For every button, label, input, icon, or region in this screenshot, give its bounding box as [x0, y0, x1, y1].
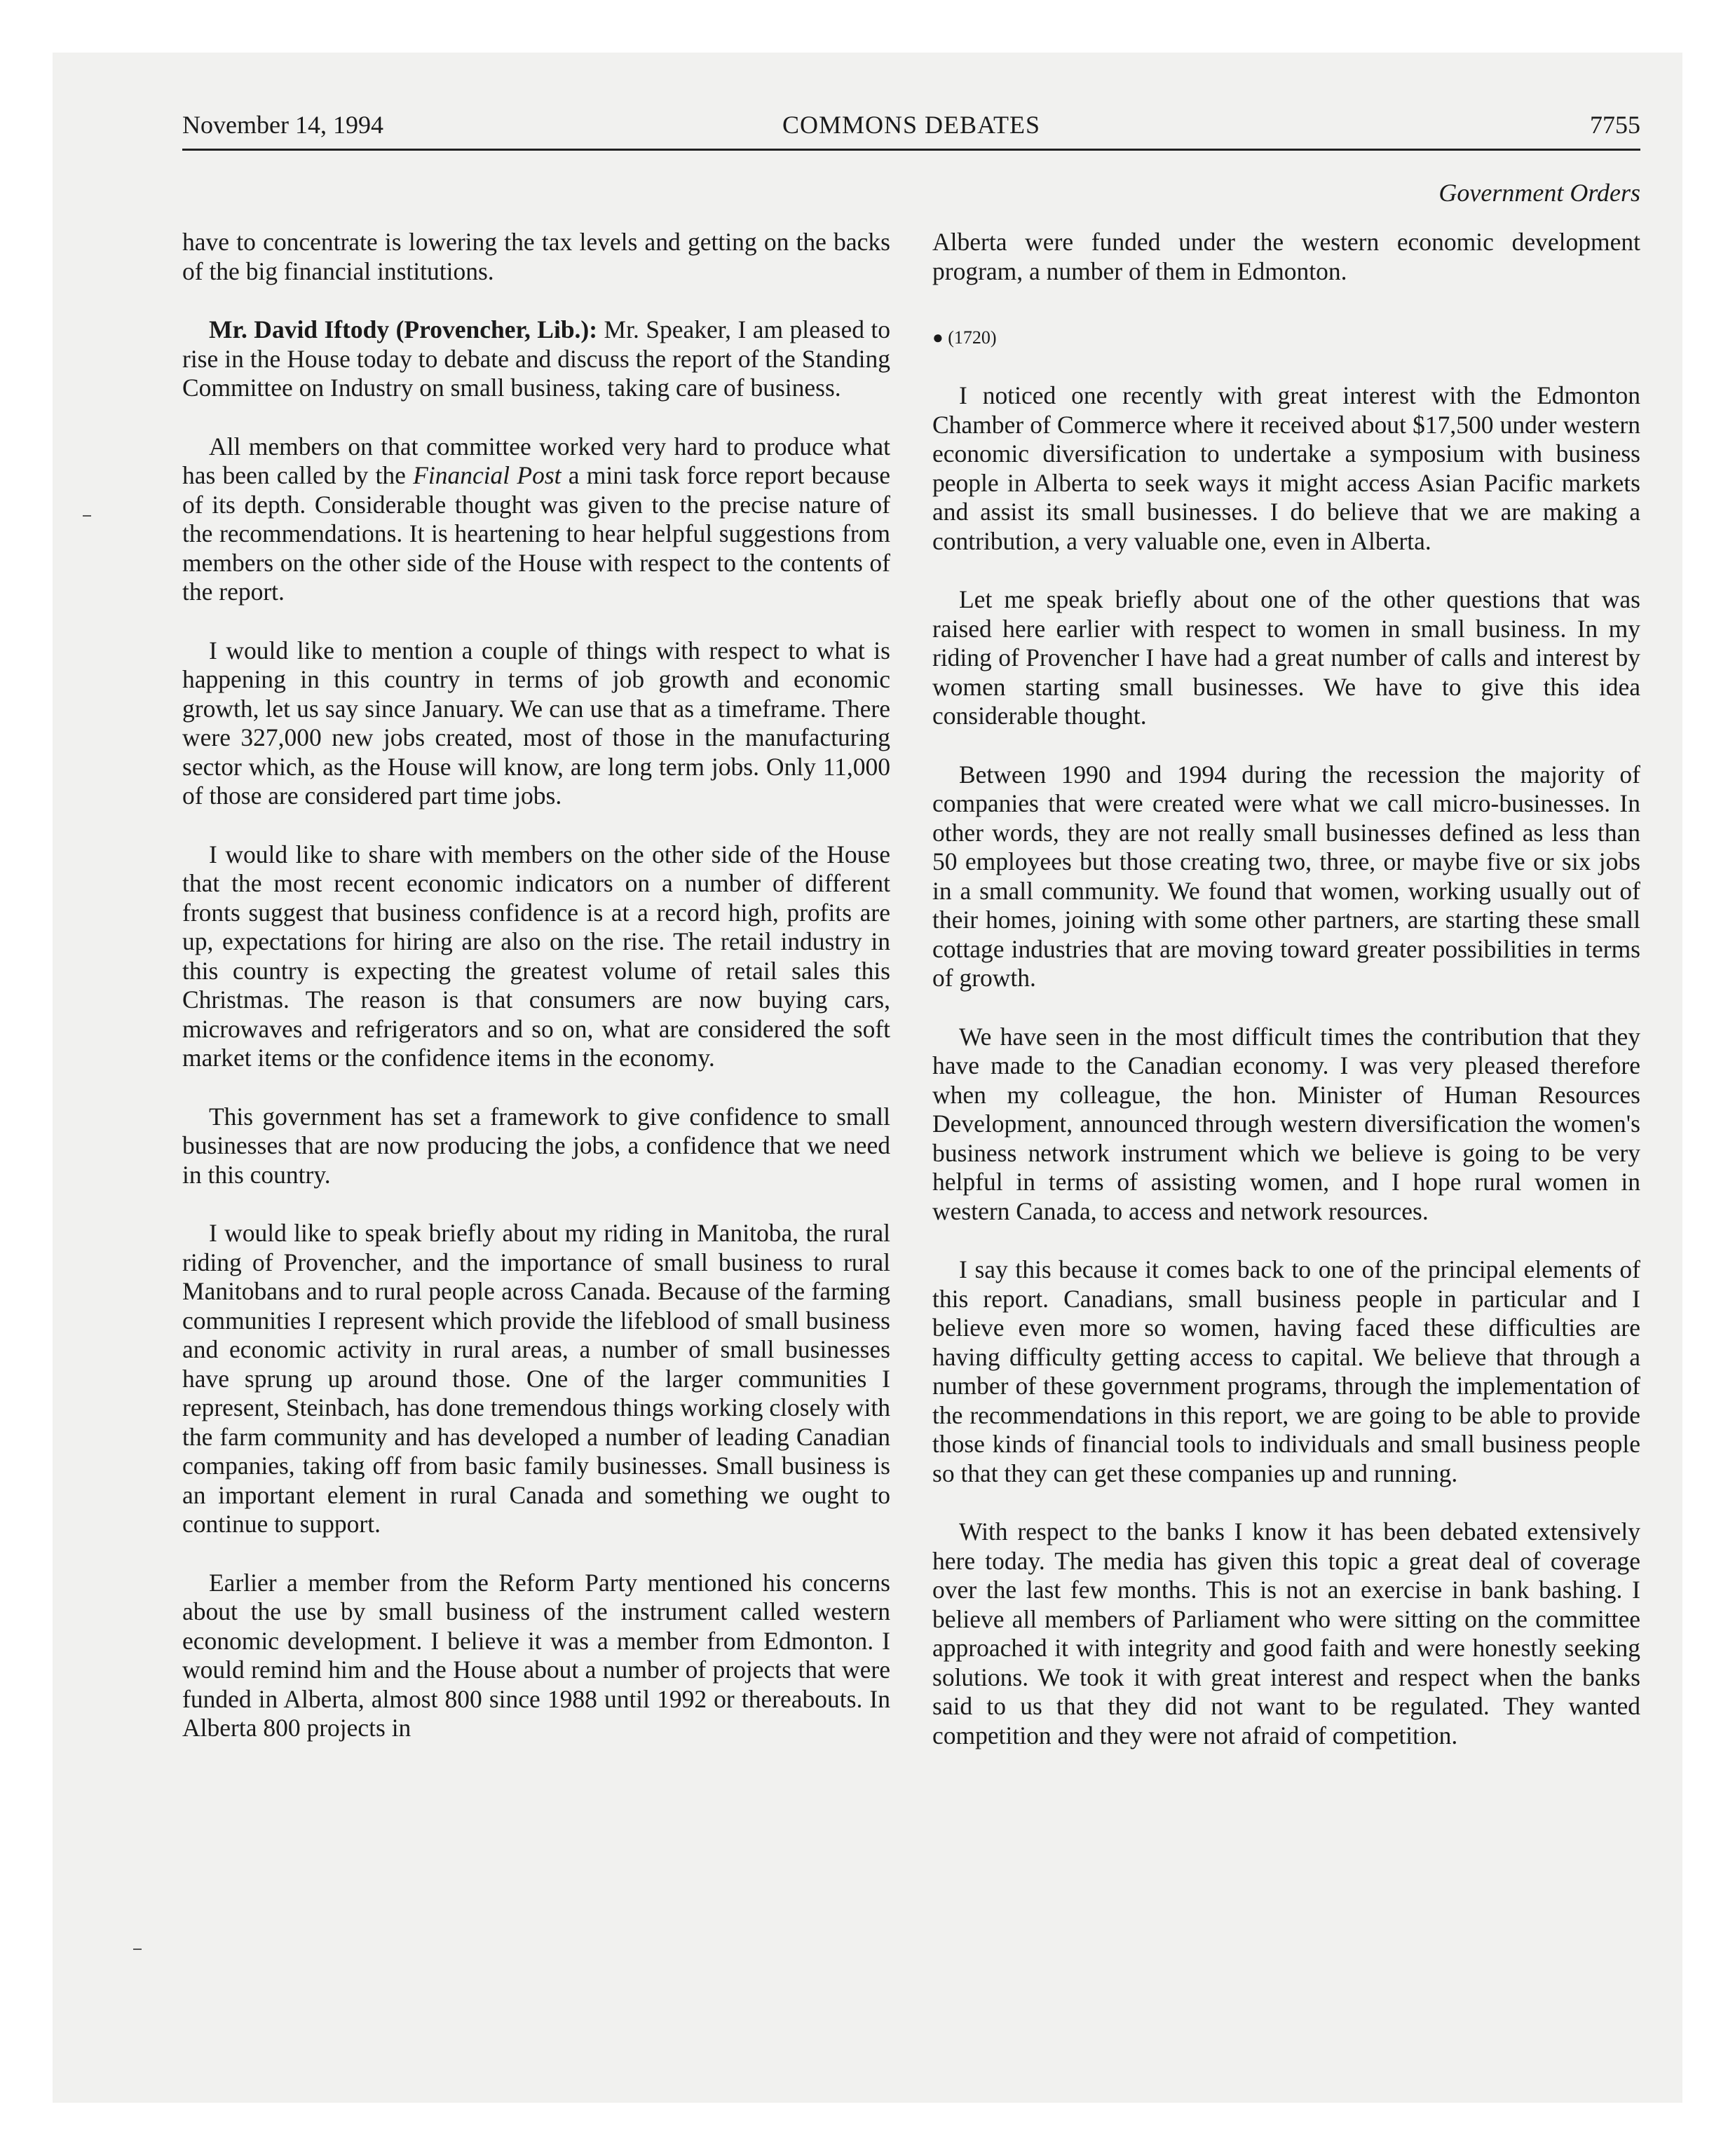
paragraph — [182, 432, 890, 607]
paragraph: Alberta were funded under the western economic development program, a number of them in Edmonton. — [932, 228, 1640, 285]
paragraph: Let me speak briefly about one of the other questions that was raised here earlier with respect to women in small business. In my riding of Provencher I have had a great number of calls and interest by women starting small businesses. We have to give this idea considerable thought. — [932, 585, 1640, 730]
bullet-icon: ● — [932, 327, 944, 348]
paragraph: have to concentrate is lowering the tax levels and getting on the backs of the big financial institutions. — [182, 228, 890, 285]
paragraph-text: All members on that committee worked very hard to produce what has been called by the — [182, 432, 890, 489]
paragraph-text: Mr. Speaker, I am pleased to rise in the House today to debate and discuss the report of the Standing Committee on Industry on small business, taking care of business. — [182, 315, 890, 402]
paragraph: I would like to speak briefly about my riding in Manitoba, the rural riding of Provencher, and the importance of small business to rural Manitobans and to rural people across Canada. Because of the farming communities I represent which provide the lifeblood of small business and economic activity in rural areas, a number of small businesses have sprung up around those. One of the larger communities I represent, Steinbach, has done tremendous things working closely with the farm community and has developed a number of leading Canadian companies, taking off from basic family businesses. Small business is an important element in rural Canada and something we ought to continue to support. — [182, 1219, 890, 1538]
section-title: Government Orders — [1438, 179, 1640, 207]
paragraph: Earlier a member from the Reform Party mentioned his concerns about the use by small business of the instrument called western economic development. I believe it was a member from Edmonton. I would remind him and the House about a number of projects that were funded in Alberta, almost 800 since 1988 until 1992 or thereabouts. In Alberta 800 projects in — [182, 1568, 890, 1742]
time-marker — [932, 315, 1640, 352]
paragraph: Between 1990 and 1994 during the recession the majority of companies that were created were what we call micro-businesses. In other words, they are not really small businesses defined as less than 50 employees but those creating two, three, or maybe five or six jobs in a small community. We found that women, working usually out of their homes, joining with some other partners, are starting these small cottage industries that are moving toward greater possibilities in terms of growth. — [932, 760, 1640, 992]
margin-mark — [133, 1949, 142, 1950]
header-title: COMMONS DEBATES — [782, 111, 1041, 139]
time-stamp: (1720) — [948, 327, 997, 348]
paragraph: I say this because it comes back to one of the principal elements of this report. Canadians, small business people in particular and I believe even more so women, having faced these difficulties are having difficulty getting access to capital. We believe that through a number of these government programs, through the implementation of the recommendations in this report, we are going to be able to provide those kinds of financial tools to individuals and small business people so that they can get these companies up and running. — [932, 1255, 1640, 1487]
header-date: November 14, 1994 — [182, 111, 383, 139]
publication-name: Financial Post — [413, 461, 562, 489]
left-column — [182, 228, 890, 1773]
paragraph: We have seen in the most difficult times the contribution that they have made to the Canadian economy. I was very pleased therefore when my colleague, the hon. Minister of Human Resources Development, announced through western diversification the women's business network instrument which we believe is going to be very helpful in terms of assisting women, and I hope rural women in western Canada, to access and network resources. — [932, 1022, 1640, 1225]
header-rule — [182, 149, 1640, 151]
paragraph: I would like to share with members on the other side of the House that the most recent economic indicators on a number of different fronts suggest that business confidence is at a record high, profits are up, expectations for hiring are also on the rise. The retail industry in this country is expecting the greatest volume of retail sales this Christmas. The reason is that consumers are now buying cars, microwaves and refrigerators and so on, what are considered the soft market items or the confidence items in the economy. — [182, 840, 890, 1072]
speaker-name: Mr. David Iftody (Provencher, Lib.): — [209, 315, 598, 343]
running-head — [182, 104, 1640, 146]
paragraph: With respect to the banks I know it has been debated extensively here today. The media has given this topic a great deal of coverage over the last few months. This is not an exercise in bank bashing. I believe all members of Parliament who were sitting on the committee approached it with integrity and good faith and were honestly seeking solutions. We took it with great interest and respect when the banks said to us that they did not want to be regulated. They wanted competition and they were not afraid of competition. — [932, 1517, 1640, 1749]
paragraph: I would like to mention a couple of things with respect to what is happening in this country in terms of job growth and economic growth, let us say since January. We can use that as a timeframe. There were 327,000 new jobs created, most of those in the manufacturing sector which, as the House will know, are long term jobs. Only 11,000 of those are considered part time jobs. — [182, 636, 890, 810]
paragraph: I noticed one recently with great interest with the Edmonton Chamber of Commerce where it received about $17,500 under western economic diversification to undertake a symposium with business people in Alberta to seek ways it might access Asian Pacific markets and assist its small businesses. I do believe that we are making a contribution, a very valuable one, even in Alberta. — [932, 381, 1640, 555]
right-column — [932, 228, 1640, 1780]
paragraph-text: a mini task force report because of its depth. Considerable thought was given to the precise nature of the recommendations. It is heartening to hear helpful suggestions from members on the other side of the House with respect to the contents of the report. — [182, 461, 890, 606]
paragraph: This government has set a framework to give confidence to small businesses that are now producing the jobs, a confidence that we need in this country. — [182, 1102, 890, 1189]
margin-mark — [83, 515, 91, 517]
page-number: 7755 — [1590, 111, 1640, 139]
paragraph — [182, 315, 890, 403]
